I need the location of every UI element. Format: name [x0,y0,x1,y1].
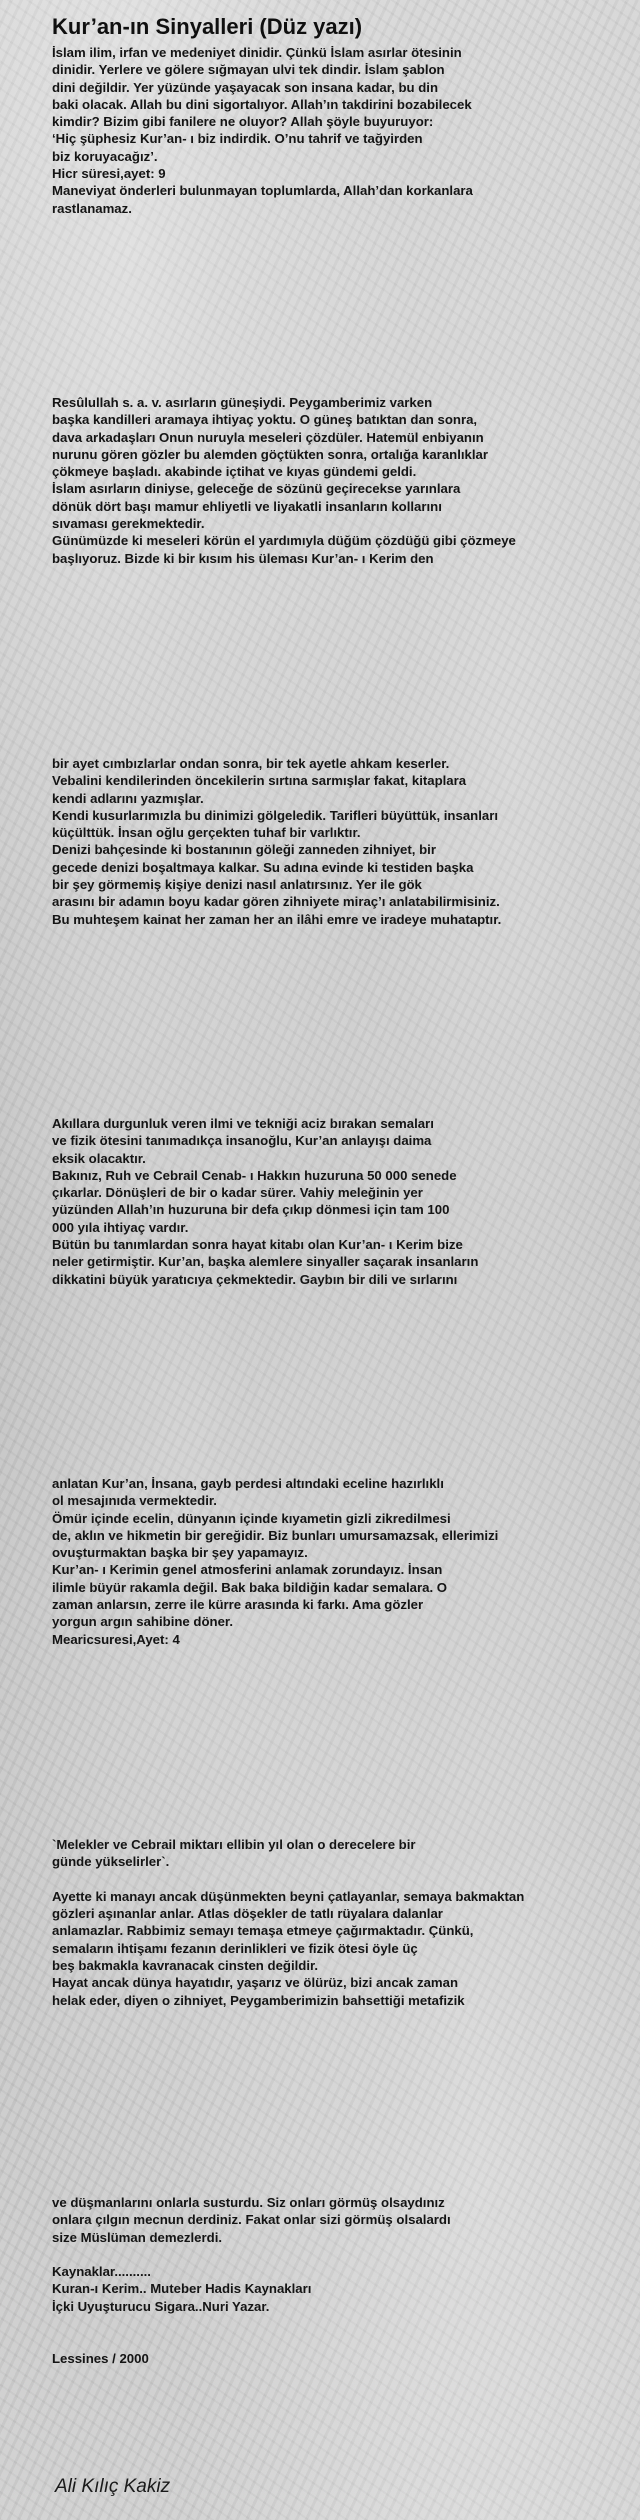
text-line: rastlanamaz. [52,200,132,216]
text-line: gözleri aşınanlar anlar. Atlas döşekler de tatlı rüyalara dalanlar [52,1906,443,1922]
source-item: Kuran-ı Kerim.. Muteber Hadis Kaynakları [52,2281,312,2297]
paragraph-4 [52,1115,632,1288]
text-line: anlatan Kur’an, İnsana, gayb perdesi altındaki eceline hazırlıklı [52,1476,444,1491]
text-line: nurunu gören gözler bu alemden göçtükten sonra, ortalığa karanlıklar [52,446,488,462]
text-line: beş bakmakla kavranacak cinsten değildir. [52,1958,319,1974]
text-line: küçülttük. İnsan oğlu gerçekten tuhaf bir varlıktır. [52,825,361,841]
text-line: dinidir. Yerlere ve gölere sığmayan ulvi tek dindir. İslam şablon [52,62,445,78]
text-line: Vebalini kendilerinden öncekilerin sırtına sarmışlar fakat, kitaplara [52,773,467,789]
paragraph-1 [52,44,632,217]
text-line: Kur’an- ı Kerimin genel atmosferini anlamak zorundayız. İnsan [52,1562,443,1578]
text-line: Maneviyat önderleri bulunmayan toplumlarda, Allah’dan korkanlara [52,183,473,199]
text-line: baki olacak. Allah bu dini sigortalıyor. Allah’ın takdirini bozabilecek [52,96,472,112]
text-line: ovuşturmaktan başka bir şey yapamayız. [52,1545,308,1561]
text-line: ve fizik ötesini tanımadıkça insanoğlu, Kur’an anlayışı daima [52,1133,432,1149]
place-date: Lessines / 2000 [52,2350,149,2366]
quote-line: `Melekler ve Cebrail miktarı ellibin yıl olan o derecelere bir [52,1837,416,1852]
text-line: kimdir? Bizim gibi fanilere ne oluyor? Allah şöyle buyuruyor: [52,114,434,130]
blank-line [52,2246,632,2263]
text-line: Bütün bu tanımlardan sonra hayat kitabı olan Kur’an- ı Kerim bize [52,1237,463,1253]
text-line: size Müslüman demezlerdi. [52,2229,223,2245]
text-line: İslam ilim, irfan ve medeniyet dinidir. Çünkü İslam asırlar ötesinin [52,45,462,60]
text-line: semaların ihtişamı fezanın derinlikleri ve fizik ötesi öyle üç [52,1940,418,1956]
text-line: arasını bir adamın boyu kadar gören zihniyete miraç’ı anlatabilirmisiniz. [52,894,500,910]
text-line: sıvaması gerekmektedir. [52,516,205,532]
text-line: çökmeye başladı. akabinde içtihat ve kıyas gündemi geldi. [52,464,417,480]
paragraph-5 [52,1475,632,1648]
text-line: Resûlullah s. a. v. asırların güneşiydi. Peygamberimiz varken [52,395,433,410]
text-line: onlara çılgın mecnun derdiniz. Fakat onlar sizi görmüş olsalardı [52,2212,451,2228]
sources-heading: Kaynaklar.......... [52,2264,151,2280]
text-line: dikkatini büyük yaratıcıya çekmektedir. Gaybın bir dili ve sırlarını [52,1271,458,1287]
poem-title: Kur’an-ın Sinyalleri (Düz yazı) [52,14,363,39]
text-line: Ömür içinde ecelin, dünyanın içinde kıyametin gizli zikredilmesi [52,1510,451,1526]
text-line: Bu muhteşem kainat her zaman her an ilâhi emre ve iradeye muhataptır. [52,911,502,927]
text-line: İslam asırların diniyse, geleceğe de sözünü geçirecekse yarınlara [52,481,461,497]
text-line: ‘Hiç şüphesiz Kur’an- ı biz indirdik. O’nu tahrif ve tağyirden [52,131,423,147]
text-line: Kendi kusurlarımızla bu dinimizi gölgeledik. Tarifleri büyüttük, insanları [52,807,499,823]
paragraph-2 [52,394,632,567]
text-line: dava arkadaşları Onun nuruyla meseleri çözdüler. Hatemül enbiyanın [52,429,484,445]
author-signature: Ali Kılıç Kakiz [55,2476,171,2497]
text-line: neler getirmiştir. Kur’an, başka alemlere sinyaller saçarak insanların [52,1254,479,1270]
quote-line: günde yükselirler`. [52,1854,170,1870]
text-line: Hayat ancak dünya hayatıdır, yaşarız ve ölürüz, bizi ancak zaman [52,1975,459,1991]
paragraph-7 [52,2194,632,2367]
text-line: ilimle büyür rakamla değil. Bak baka bildiğin kadar semalara. O [52,1579,448,1595]
text-line: kendi adlarını yazmışlar. [52,790,204,806]
text-line: Akıllara durgunluk veren ilmi ve tekniği aciz bırakan semaları [52,1116,434,1131]
text-line: ol mesajınıda vermektedir. [52,1493,217,1509]
text-line: anlamazlar. Rabbimiz semayı temaşa etmeye çağırmaktadır. Çünkü, [52,1923,474,1939]
text-line: 000 yıla ihtiyaç vardır. [52,1219,189,1235]
blank-line [52,1871,632,1888]
text-line: Bakınız, Ruh ve Cebrail Cenab- ı Hakkın huzuruna 50 000 senede [52,1167,457,1183]
text-line: biz koruyacağız’. [52,148,158,164]
text-line: yorgun argın sahibine döner. [52,1614,233,1630]
text-line: dönük dört başı mamur ehliyetli ve liyakatli insanların kollarını [52,498,442,514]
text-line: helak eder, diyen o zihniyet, Peygamberimizin bahsettiği metafizik [52,1992,465,2008]
text-line: Denizi bahçesinde ki bostanının göleği zanneden zihniyet, bir [52,842,436,858]
text-line: zaman anlarsın, zerre ile kürre arasında ki farkı. Ama gözler [52,1597,424,1613]
text-line: Günümüzde ki meseleri körün el yardımıyla düğüm çözdüğü gibi çözmeye [52,533,516,549]
text-line: de, aklın ve hikmetin bir gereğidir. Biz bunları umursamazsak, ellerimizi [52,1527,499,1543]
text-line: dini değildir. Yer yüzünde yaşayacak son insana kadar, bu din [52,79,438,95]
blank-line [52,2315,632,2332]
text-line: bir şey görmemiş kişiye denizi nasıl anlatırsınız. Yer ile gök [52,877,422,893]
text-line: gecede denizi boşaltmaya kalkar. Su adına evinde ki testiden başka [52,859,474,875]
text-line: yüzünden Allah’ın huzuruna bir defa çıkıp dönmesi için tam 100 [52,1202,450,1218]
text-line: başlıyoruz. Bizde ki bir kısım his üleması Kur’an- ı Kerim den [52,550,434,566]
source-item: İçki Uyuşturucu Sigara..Nuri Yazar. [52,2298,270,2314]
text-line: Ayette ki manayı ancak düşünmekten beyni çatlayanlar, semaya bakmaktan [52,1888,525,1904]
text-line: çıkarlar. Dönüşleri de bir o kadar sürer. Vahiy meleğinin yer [52,1185,423,1201]
paragraph-3 [52,755,632,928]
verse-reference: Mearicsuresi,Ayet: 4 [52,1631,180,1647]
text-line: bir ayet cımbızlarlar ondan sonra, bir tek ayetle ahkam keserler. [52,756,450,771]
blank-line [52,2332,632,2349]
paragraph-6 [52,1836,632,2009]
verse-reference: Hicr süresi,ayet: 9 [52,166,166,182]
text-line: ve düşmanlarını onlarla susturdu. Siz onları görmüş olsaydınız [52,2195,445,2210]
text-line: eksik olacaktır. [52,1150,146,1166]
text-line: başka kandilleri aramaya ihtiyaç yoktu. O güneş batıktan dan sonra, [52,412,478,428]
